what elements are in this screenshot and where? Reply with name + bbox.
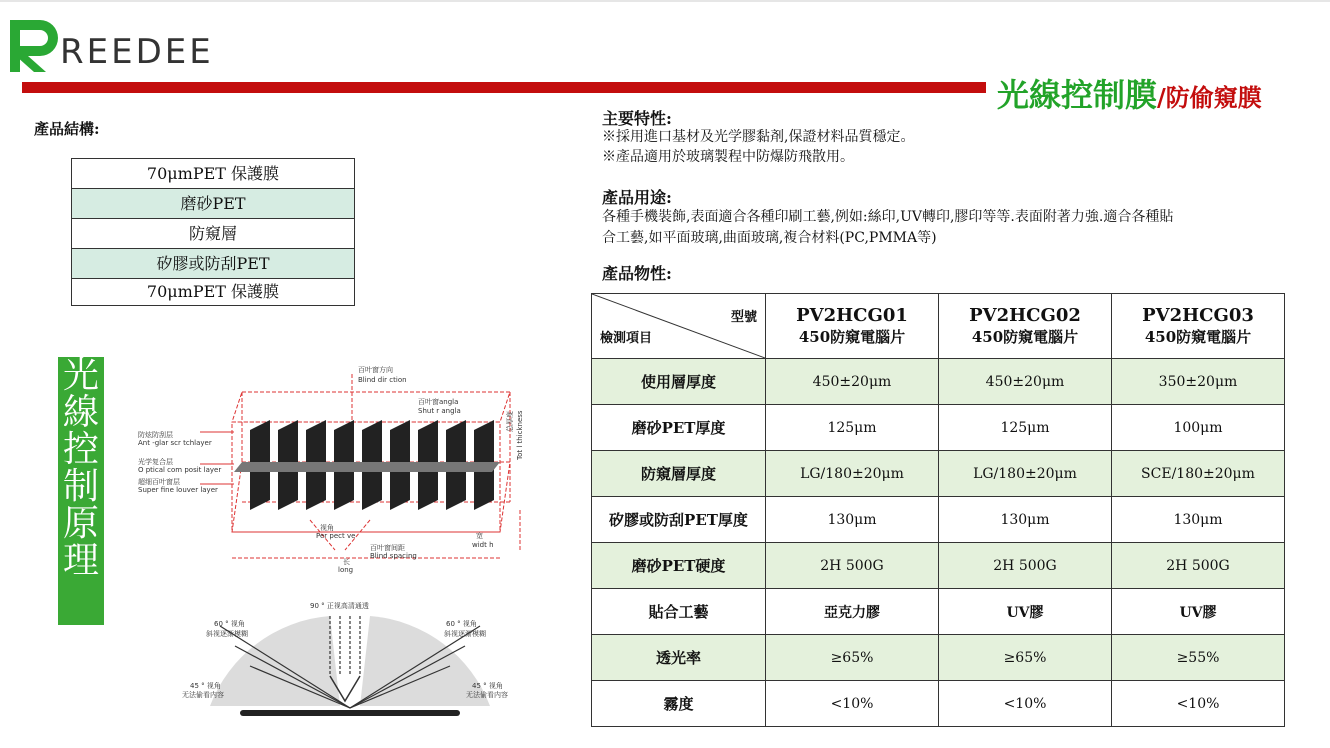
label-view-angle: 视角 xyxy=(320,524,334,532)
layer-item: 70μmPET 保護膜 xyxy=(72,159,354,189)
label-60-right-desc: 斜视逐渐模糊 xyxy=(444,630,486,638)
corner-model-label: 型號 xyxy=(730,310,757,325)
model-header xyxy=(766,294,939,359)
row-value: 2H 500G xyxy=(766,543,939,589)
label-long: 长 xyxy=(343,558,350,566)
row-value: <10% xyxy=(939,681,1112,727)
corner-diagonal xyxy=(592,294,765,358)
label-long-en: long xyxy=(338,566,354,574)
usage-line: 合工藝,如平面玻璃,曲面玻璃,複合材料(PC,PMMA等) xyxy=(602,230,937,246)
principle-char: 原 xyxy=(62,503,99,544)
row-value: <10% xyxy=(766,681,939,727)
principle-char: 控 xyxy=(62,429,99,470)
label-shutter-angle: 百叶窗angla xyxy=(418,398,459,406)
label-shutter-angle-en: Shut r angla xyxy=(418,407,461,415)
row-value: 2H 500G xyxy=(939,543,1112,589)
layer-stack xyxy=(71,158,355,306)
label-60-left-desc: 斜视逐渐模糊 xyxy=(206,630,248,638)
row-value: LG/180±20μm xyxy=(939,451,1112,497)
model-header xyxy=(1112,294,1285,359)
label-antiglare: 防炫防刮层 xyxy=(138,431,173,439)
label-blind-spacing: 百叶窗间距 xyxy=(370,544,405,552)
features-heading: 主要特性: xyxy=(602,109,672,128)
model-name: PV2HCG01 xyxy=(796,305,908,326)
table-row xyxy=(592,543,1285,589)
row-value: 130μm xyxy=(939,497,1112,543)
row-value: UV膠 xyxy=(1112,589,1285,635)
label-louver-en: Super fine louver layer xyxy=(138,486,218,494)
row-label: 使用層厚度 xyxy=(592,359,766,405)
usage-heading: 產品用途: xyxy=(602,188,672,207)
row-value: LG/180±20μm xyxy=(766,451,939,497)
label-antiglare-en: Ant -glar scr tchlayer xyxy=(138,439,212,447)
row-value: 450±20μm xyxy=(939,359,1112,405)
model-name: PV2HCG02 xyxy=(969,305,1081,326)
label-louver: 超细百叶窗层 xyxy=(138,478,180,486)
row-value: UV膠 xyxy=(939,589,1112,635)
structure-heading: 產品結構: xyxy=(34,120,100,138)
table-header-row xyxy=(592,294,1285,359)
label-total-thickness-en: Tot l thickness xyxy=(516,410,524,460)
row-label: 磨砂PET厚度 xyxy=(592,405,766,451)
model-desc: 450防窺電腦片 xyxy=(798,328,906,346)
label-45-right: 45 ° 视角 xyxy=(472,682,503,690)
model-header xyxy=(939,294,1112,359)
row-label: 磨砂PET硬度 xyxy=(592,543,766,589)
row-value: 2H 500G xyxy=(1112,543,1285,589)
table-row xyxy=(592,359,1285,405)
label-blind-spacing-en: Blind spacing xyxy=(370,552,417,560)
principle-char: 線 xyxy=(62,392,99,433)
layer-item: 磨砂PET xyxy=(72,189,354,219)
title-main: 光線控制膜 xyxy=(997,76,1158,114)
layer-item: 矽膠或防刮PET xyxy=(72,249,354,279)
table-row xyxy=(592,635,1285,681)
feature-line: ※採用進口基材及光学膠黏剤,保證材料品質穩定。 xyxy=(602,129,915,145)
top-divider xyxy=(0,0,1330,2)
row-value: ≥65% xyxy=(939,635,1112,681)
model-desc: 450防窺電腦片 xyxy=(1144,328,1252,346)
principle-char: 理 xyxy=(62,540,99,581)
label-total-thickness: 总厚度 xyxy=(506,411,514,432)
label-45-right-desc: 无法偷看内容 xyxy=(466,691,508,699)
label-width: 宽 xyxy=(476,532,483,540)
row-value: 125μm xyxy=(939,405,1112,451)
label-view-angle-en: Per pect ve xyxy=(316,532,356,540)
row-label: 貼合工藝 xyxy=(592,589,766,635)
label-blind-direction-en: Blind dir ction xyxy=(358,376,407,384)
row-label: 防窺層厚度 xyxy=(592,451,766,497)
row-value: ≥55% xyxy=(1112,635,1285,681)
properties-heading: 產品物性: xyxy=(602,264,672,283)
row-value: ≥65% xyxy=(766,635,939,681)
row-value: 350±20μm xyxy=(1112,359,1285,405)
header-red-bar xyxy=(22,82,986,93)
label-90-degree: 90 ° 正视高清通透 xyxy=(310,602,369,610)
model-name: PV2HCG03 xyxy=(1142,305,1254,326)
row-value: <10% xyxy=(1112,681,1285,727)
label-45-left: 45 ° 视角 xyxy=(190,682,221,690)
layer-item: 防窺層 xyxy=(72,219,354,249)
row-label: 霧度 xyxy=(592,681,766,727)
corner-test-label: 檢測項目 xyxy=(600,331,653,346)
label-width-en: widt h xyxy=(472,541,494,549)
label-blind-direction: 百叶窗方向 xyxy=(358,366,393,374)
row-label: 矽膠或防刮PET厚度 xyxy=(592,497,766,543)
louver-structure-diagram xyxy=(130,360,570,580)
brand-name: REEDEE xyxy=(60,32,214,72)
principle-vertical-label xyxy=(58,357,104,625)
table-row xyxy=(592,681,1285,727)
usage-line: 各種手機裝飾,表面適合各種印刷工藝,例如:絲印,UV轉印,膠印等等.表面附著力強.適合各種貼 xyxy=(602,209,1174,225)
viewing-angle-diagram xyxy=(180,596,520,726)
layer-item: 70μmPET 保護膜 xyxy=(146,282,280,301)
row-value: 125μm xyxy=(766,405,939,451)
label-optical-en: O ptical com posit layer xyxy=(138,466,222,474)
feature-line: ※產品適用於玻璃製程中防爆防飛散用。 xyxy=(602,149,854,165)
row-label: 透光率 xyxy=(592,635,766,681)
principle-char: 制 xyxy=(62,466,99,507)
table-row xyxy=(592,589,1285,635)
table-row xyxy=(592,451,1285,497)
row-value: 亞克力膠 xyxy=(766,589,939,635)
table-corner-cell xyxy=(592,294,766,359)
principle-char: 光 xyxy=(62,355,99,396)
label-optical: 光学复合层 xyxy=(138,458,173,466)
table-row xyxy=(592,497,1285,543)
title-sub: /防偷窺膜 xyxy=(1157,83,1262,112)
label-60-left: 60 ° 视角 xyxy=(214,620,245,628)
page-title xyxy=(997,70,1262,116)
row-value: 100μm xyxy=(1112,405,1285,451)
table-row xyxy=(592,405,1285,451)
label-60-right: 60 ° 视角 xyxy=(446,620,477,628)
properties-table xyxy=(591,293,1285,727)
row-value: 130μm xyxy=(1112,497,1285,543)
row-value: 130μm xyxy=(766,497,939,543)
model-desc: 450防窺電腦片 xyxy=(971,328,1079,346)
row-value: SCE/180±20μm xyxy=(1112,451,1285,497)
label-45-left-desc: 无法偷看内容 xyxy=(182,691,224,699)
row-value: 450±20μm xyxy=(766,359,939,405)
